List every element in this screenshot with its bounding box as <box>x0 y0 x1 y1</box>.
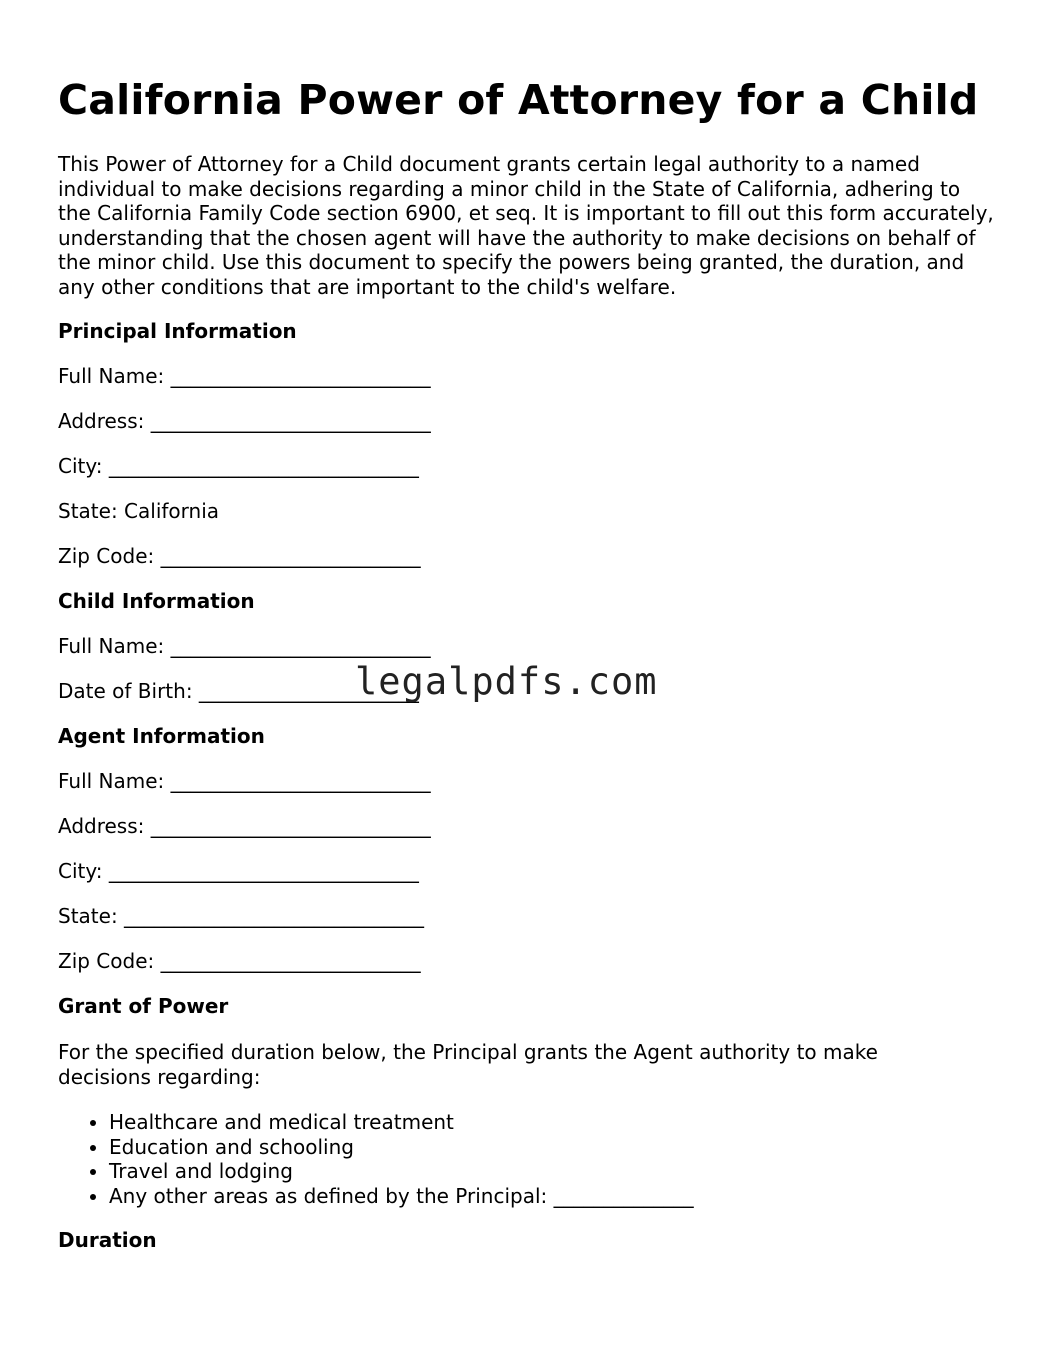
agent-section-heading: Agent Information <box>58 724 265 748</box>
agent-zip-field: Zip Code: __________________________ <box>58 949 421 973</box>
principal-section-heading: Principal Information <box>58 319 297 343</box>
agent-full-name-field: Full Name: __________________________ <box>58 769 431 793</box>
watermark: legalpdfs.com <box>355 660 658 703</box>
child-full-name-field: Full Name: __________________________ <box>58 634 431 658</box>
principal-full-name-field: Full Name: __________________________ <box>58 364 431 388</box>
agent-city-field: City: _______________________________ <box>58 859 419 883</box>
intro-paragraph: This Power of Attorney for a Child document grants certain legal authority to a named individual to make decisions regarding a minor child in the State of California, adhering to the California Family Code section 6900, et seq. It is important to fill out this form accurately, understanding that the chosen agent will have the authority to make decisions on behalf of the minor child. Use this document to specify the powers being granted, the duration, and any other conditions that are important to the child's welfare. <box>58 152 994 299</box>
grant-paragraph: For the specified duration below, the Principal grants the Agent authority to make decisions regarding: <box>58 1040 878 1089</box>
principal-zip-field: Zip Code: __________________________ <box>58 544 421 568</box>
child-dob-field: Date of Birth: ______________________ <box>58 679 419 703</box>
grant-section-heading: Grant of Power <box>58 994 229 1018</box>
document-title: California Power of Attorney for a Child <box>58 76 979 124</box>
duration-section-heading: Duration <box>58 1228 157 1252</box>
agent-address-field: Address: ____________________________ <box>58 814 431 838</box>
principal-city-field: City: _______________________________ <box>58 454 419 478</box>
principal-state-field: State: California <box>58 499 220 523</box>
list-item: • Any other areas as defined by the Principal: ______________ <box>109 1184 694 1209</box>
agent-state-field: State: ______________________________ <box>58 904 425 928</box>
principal-address-field: Address: ____________________________ <box>58 409 431 433</box>
list-item: • Travel and lodging <box>109 1159 694 1184</box>
child-section-heading: Child Information <box>58 589 255 613</box>
list-item: • Healthcare and medical treatment <box>109 1110 694 1135</box>
powers-list <box>58 1110 694 1208</box>
list-item: • Education and schooling <box>109 1135 694 1160</box>
